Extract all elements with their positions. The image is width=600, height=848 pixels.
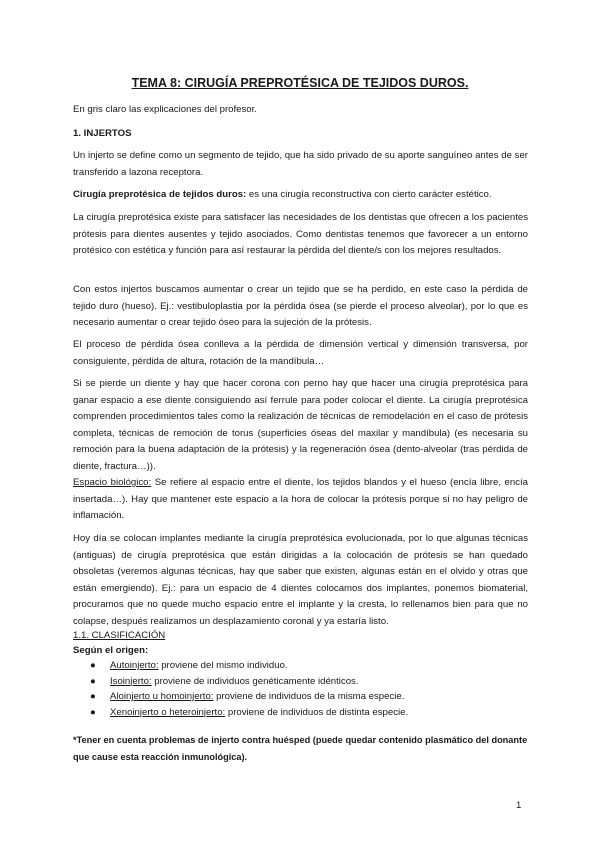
subheading-origen: Según el origen: — [73, 645, 149, 656]
espacio-biologico-label: Espacio biológico: — [73, 477, 152, 488]
term-definition: es una cirugía reconstructiva con cierto carácter estético. — [246, 189, 492, 200]
paragraph-definition: Un injerto se define como un segmento de tejido, que ha sido privado de su aporte sanguíneo antes de ser transferido a lazona receptora. — [73, 150, 528, 178]
bullet-icon: ● — [90, 706, 96, 718]
paragraph-injertos-goal: Con estos injertos buscamos aumentar o crear un tejido que se ha perdido, en este caso la pérdida de tejido duro (hueso). Ej.: vestibuloplastia por la pérdida ósea (se pierde el proceso alveolar), por lo que es necesario aumentar o crear tejido óseo para la sujeción de la prótesis. — [73, 284, 528, 328]
list-item — [88, 689, 528, 705]
section-heading-clasificacion: 1.1. CLASIFICACIÓN — [73, 630, 166, 641]
graft-desc: proviene de individuos de la misma especie. — [213, 691, 405, 702]
page-title: TEMA 8: CIRUGÍA PREPROTÉSICA DE TEJIDOS DUROS. — [131, 76, 469, 90]
graft-desc: proviene del mismo individuo. — [158, 660, 288, 671]
bullet-icon: ● — [90, 675, 96, 687]
graft-term: Isoinjerto: — [110, 675, 152, 687]
paragraph-procedures: Si se pierde un diente y hay que hacer corona con perno hay que hacer una cirugía preprotésica para ganar espacio a ese diente consiguiendo así ferrule para poder colocar el diente. La cirugía preprotésica comprenden procedimientos tales como la realización de técnicas de remodelación en el caso de prótesis completa, técnicas de remoción de torus (superficies óseas del maxilar y mandíbula) (es necesaria su remoción para la buena adaptación de la prótesis) y la regeneración ósea (dento-alveolar (tras pérdida de diente, fractura…)). — [73, 378, 528, 472]
graft-term: Aloinjerto u homoinjerto: — [110, 691, 214, 702]
graft-type-list — [88, 658, 528, 720]
paragraph-cirugia-preprotesica — [73, 187, 528, 204]
list-item — [88, 705, 528, 721]
paragraph-purpose: La cirugía preprotésica existe para satisfacer las necesidades de los dentistas que ofrecen a los pacientes prótesis para dientes ausentes y tejido asociados. Como dentistas tenemos que favorecer a un entorno protésico con estética y función para así restaurar la pérdida del diente/s con los mejores resultados. — [73, 212, 528, 256]
term-label: Cirugía preprotésica de tejidos duros: — [73, 189, 247, 200]
graft-term: Autoinjerto: — [110, 660, 159, 671]
graft-term: Xenoinjerto o heteroinjerto: — [110, 706, 226, 718]
paragraph-espacio-biologico — [73, 475, 528, 525]
bullet-icon: ● — [90, 691, 96, 702]
list-item — [88, 658, 528, 674]
paragraph-bone-loss: El proceso de pérdida ósea conlleva a la pérdida de dimensión vertical y dimensión transversa, por consiguiente, pérdida de altura, rotación de la mandíbula… — [73, 339, 528, 367]
intro-note: En gris claro las explicaciones del profesor. — [73, 104, 257, 115]
section-heading-injertos: 1. INJERTOS — [73, 128, 132, 139]
graft-desc: proviene de individuos genéticamente idénticos. — [151, 675, 359, 687]
bullet-icon: ● — [90, 660, 96, 671]
graft-desc: proviene de individuos de distinta especie. — [225, 706, 409, 718]
list-item — [88, 674, 528, 690]
paragraph-implantes: Hoy día se colocan implantes mediante la cirugía preprotésica evolucionada, por lo que algunas técnicas (antiguas) de cirugía preprotésica que están dirigidas a la colocación de prótesis se han quedado obsoletas (veremos algunas técnicas, hay que saber que existen, algunas están en el olvido y otras que están emergiendo). Ej.: para un espacio de 4 dientes colocamos dos implantes, ponemos biomaterial, procuramos que no quede mucho espacio entre el implante y la cresta, lo rellenamos bien para que no colapse, después realizamos un desplazamiento coronal y ya estaría listo. — [73, 533, 528, 627]
note-injerto-huesped: *Tener en cuenta problemas de injerto contra huésped (puede quedar contenido plasmático del donante que cause esta reacción inmunológica). — [73, 735, 528, 762]
espacio-biologico-text: Se refiere al espacio entre el diente, los tejidos blandos y el hueso (encía libre, encía insertada…). Hay que mantener este espacio a la hora de colocar la prótesis porque si no hay peligro de inflamación. — [73, 477, 528, 521]
page-number: 1 — [516, 800, 522, 811]
